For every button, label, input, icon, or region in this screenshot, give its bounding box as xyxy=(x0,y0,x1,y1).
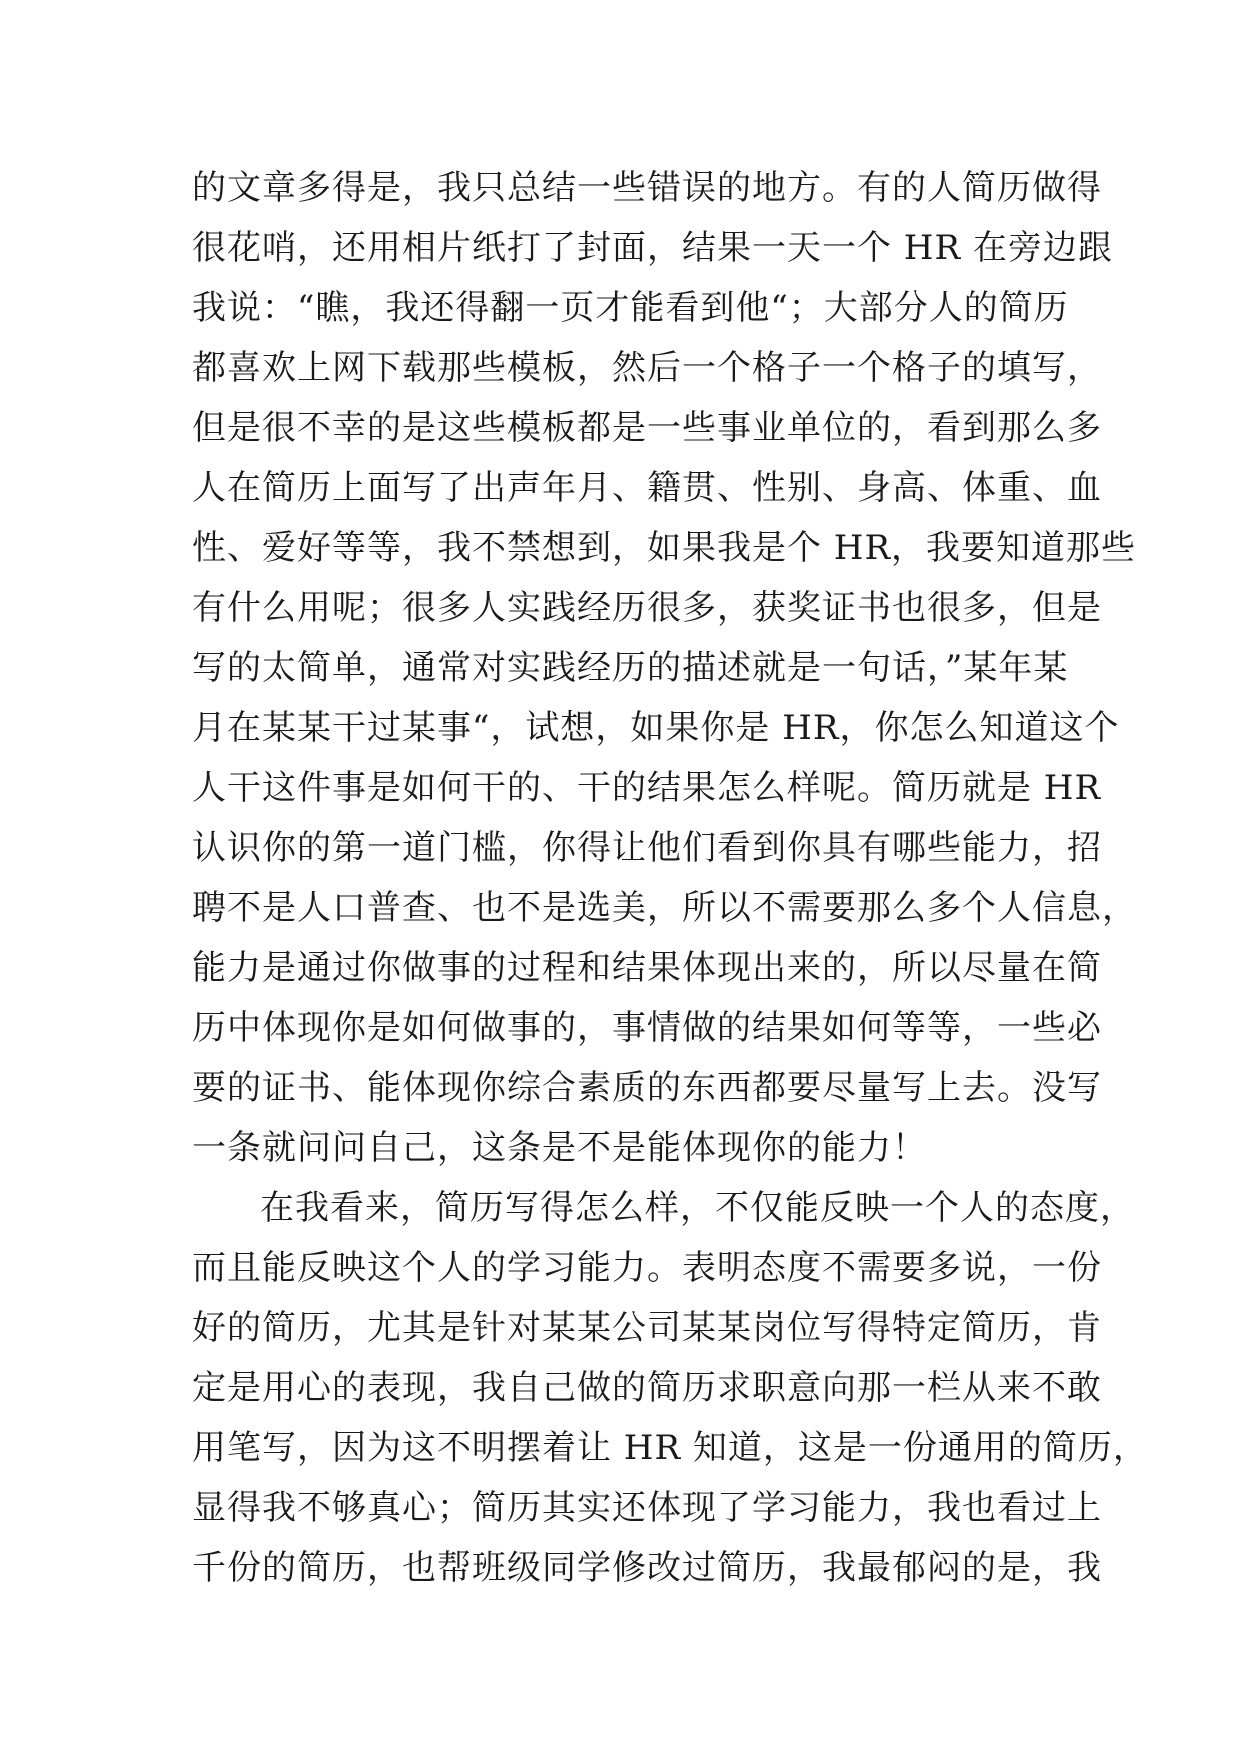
text-line: 很花哨，还用相片纸打了封面，结果一天一个 HR 在旁边跟 xyxy=(192,228,1113,268)
text-line: 月在某某干过某事“，试想，如果你是 HR，你怎么知道这个 xyxy=(192,708,1120,748)
text-line: 性、爱好等等，我不禁想到，如果我是个 HR，我要知道那些 xyxy=(192,528,1137,568)
text-line: 人在简历上面写了出声年月、籍贯、性别、身高、体重、血 xyxy=(192,468,1102,508)
paragraph-1 xyxy=(192,158,1137,1178)
text-line: 我说：“瞧，我还得翻一页才能看到他“；大部分人的简历 xyxy=(192,288,1069,328)
text-line: 在我看来，简历写得怎么样，不仅能反映一个人的态度， xyxy=(260,1188,1135,1228)
text-line: 定是用心的表现，我自己做的简历求职意向那一栏从来不敢 xyxy=(192,1368,1102,1408)
text-line: 写的太简单，通常对实践经历的描述就是一句话，”某年某 xyxy=(192,648,1069,688)
text-line: 能力是通过你做事的过程和结果体现出来的，所以尽量在简 xyxy=(192,948,1102,988)
text-line: 一条就问问自己，这条是不是能体现你的能力！ xyxy=(192,1128,927,1168)
text-line: 但是很不幸的是这些模板都是一些事业单位的，看到那么多 xyxy=(192,408,1102,448)
paragraph-2 xyxy=(192,1178,1148,1598)
text-line: 有什么用呢；很多人实践经历很多，获奖证书也很多，但是 xyxy=(192,588,1102,628)
text-line: 千份的简历，也帮班级同学修改过简历，我最郁闷的是，我 xyxy=(192,1548,1102,1588)
text-line: 历中体现你是如何做事的，事情做的结果如何等等，一些必 xyxy=(192,1008,1102,1048)
text-line: 的文章多得是，我只总结一些错误的地方。有的人简历做得 xyxy=(192,168,1102,208)
document-body xyxy=(192,158,1148,1598)
text-line: 要的证书、能体现你综合素质的东西都要尽量写上去。没写 xyxy=(192,1068,1102,1108)
text-line: 认识你的第一道门槛，你得让他们看到你具有哪些能力，招 xyxy=(192,828,1102,868)
text-line: 好的简历，尤其是针对某某公司某某岗位写得特定简历，肯 xyxy=(192,1308,1102,1348)
text-line: 而且能反映这个人的学习能力。表明态度不需要多说，一份 xyxy=(192,1248,1102,1288)
text-line: 显得我不够真心；简历其实还体现了学习能力，我也看过上 xyxy=(192,1488,1102,1528)
text-line: 人干这件事是如何干的、干的结果怎么样呢。简历就是 HR xyxy=(192,768,1102,808)
text-line: 用笔写，因为这不明摆着让 HR 知道，这是一份通用的简历， xyxy=(192,1428,1148,1468)
text-line: 都喜欢上网下载那些模板，然后一个格子一个格子的填写， xyxy=(192,348,1102,388)
text-line: 聘不是人口普查、也不是选美，所以不需要那么多个人信息， xyxy=(192,888,1137,928)
